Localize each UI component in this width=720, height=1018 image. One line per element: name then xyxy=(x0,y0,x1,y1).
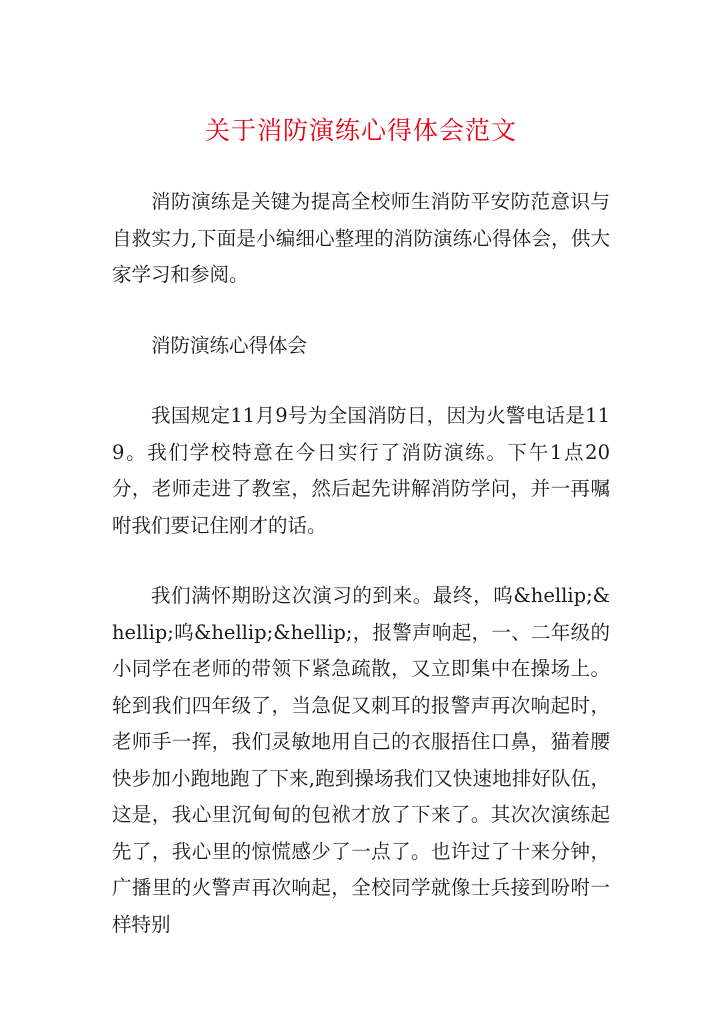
body-paragraph-2: 我们满怀期盼这次演习的到来。最终，呜&hellip;&hellip;呜&hellip;&hellip;，报警声响起，一、二年级的小同学在老师的带领下紧急疏散，又立即集中在操场上。轮到我们四年级了，当急促又刺耳的报警声再次响起时，老师手一挥，我们灵敏地用自己的衣服捂住口鼻，猫着腰快步加小跑地跑了下来,跑到操场我们又快速地排好队伍，这是，我心里沉甸甸的包袱才放了下来了。其次次演练起先了，我心里的惊慌感少了一点了。也许过了十来分钟，广播里的火警声再次响起，全校同学就像士兵接到吩咐一样特别 xyxy=(112,584,610,936)
section-heading: 消防演练心得体会 xyxy=(151,333,308,357)
document-title: 关于消防演练心得体会范文 xyxy=(204,116,517,145)
intro-paragraph: 消防演练是关键为提高全校师生消防平安防范意识与自救实力,下面是小编细心整理的消防演练心得体会，供大家学习和参阅。 xyxy=(112,190,610,286)
body-paragraph-1: 我国规定11月9号为全国消防日，因为火警电话是119。我们学校特意在今日实行了消防演练。下午1点20分，老师走进了教室，然后起先讲解消防学问，并一再嘱咐我们要记住刚才的话。 xyxy=(112,404,610,537)
